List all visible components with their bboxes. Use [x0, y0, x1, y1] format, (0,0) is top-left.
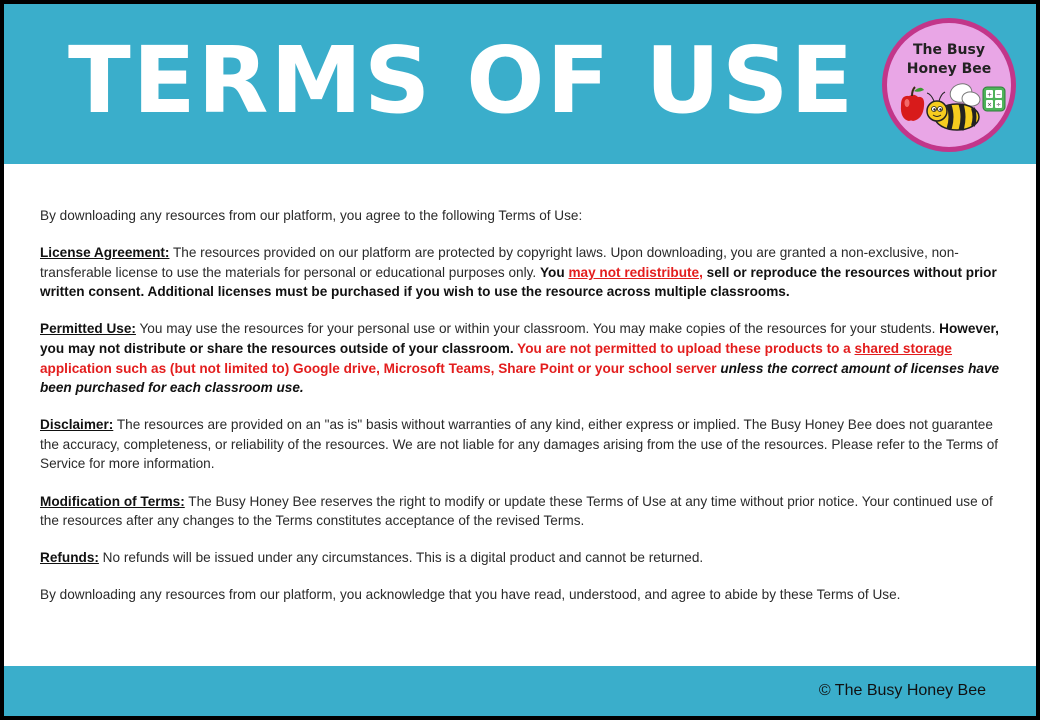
license-heading: License Agreement:	[40, 245, 170, 261]
permitted-use-section	[40, 319, 1010, 397]
logo-text	[887, 41, 1011, 79]
closing-paragraph: By downloading any resources from our platform, you acknowledge that you have read, understood, and agree to abide by these Terms of Use.	[40, 587, 901, 603]
disclaimer-heading: Disclaimer:	[40, 417, 114, 433]
modification-section	[40, 492, 1010, 531]
license-requirement-note: unless the correct amount of licenses have been purchased for each classroom use.	[40, 360, 1000, 396]
logo-line-1: The Busy	[913, 42, 985, 58]
permitted-use-warning: You are not permitted to upload these products to a	[517, 340, 855, 356]
svg-text:−: −	[995, 91, 1002, 99]
terms-body	[40, 206, 1010, 622]
intro-paragraph: By downloading any resources from our platform, you agree to the following Terms of Use:	[40, 208, 583, 223]
svg-text:+: +	[986, 91, 993, 99]
permitted-use-heading: Permitted Use:	[40, 321, 136, 337]
logo-line-2: Honey Bee	[906, 61, 992, 77]
refunds-section	[40, 548, 1010, 568]
svg-text:×: ×	[986, 101, 993, 109]
license-redistribute-warning: may not redistribute,	[568, 264, 703, 280]
permitted-use-text: You may use the resources for your personal use or within your classroom. You may make copies of the resources for your students.	[135, 321, 940, 337]
document-frame	[4, 4, 1036, 716]
bee-icon	[927, 81, 981, 130]
permitted-use-warning-2: application such as (but not limited to) Google drive, Microsoft Teams, Share Point or your school server	[40, 360, 721, 376]
brand-logo	[882, 18, 1016, 152]
license-text: The resources provided on our platform are protected by copyright laws. Upon downloading, you are granted a non-exclusive, non-transferable license to use the materials for personal or educational purposes only.	[40, 245, 959, 280]
apple-icon	[901, 87, 924, 121]
footer-banner	[4, 666, 1036, 716]
license-bold-text-2: sell or reproduce the resources without prior written consent. Additional licenses must be purchased if you wish to use the resource across multiple classrooms.	[40, 264, 997, 300]
refunds-text: No refunds will be issued under any circumstances. This is a digital product and cannot be returned.	[98, 550, 704, 566]
disclaimer-text: The resources are provided on an "as is" basis without warranties of any kind, either express or implied. The Busy Honey Bee does not guarantee the accuracy, completeness, or reliability of the resources. We are not liable for any damages arising from the use of the resources. Please refer to the Terms of Service for more information.	[40, 417, 999, 472]
modification-heading: Modification of Terms:	[40, 493, 185, 509]
permitted-use-bold-text: However, you may not distribute or share the resources outside of your classroom.	[40, 321, 999, 356]
shared-storage-warning: shared storage	[854, 340, 952, 356]
modification-text: The Busy Honey Bee reserves the right to modify or update these Terms of Use at any time without prior notice. Your continued use of the resources after any changes to the Terms constitutes acceptance of the revised Terms.	[40, 493, 993, 529]
calculator-icon	[983, 87, 1005, 111]
page-title: TERMS OF USE	[68, 27, 856, 134]
license-bold-text: You	[539, 264, 569, 280]
disclaimer-section	[40, 415, 1010, 474]
logo-illustration	[887, 79, 1011, 147]
refunds-heading: Refunds:	[40, 550, 99, 566]
logo-badge	[887, 23, 1011, 147]
svg-text:÷: ÷	[995, 101, 1002, 109]
copyright-notice: © The Busy Honey Bee	[818, 682, 986, 699]
header-banner	[4, 4, 1036, 164]
license-section	[40, 243, 1010, 302]
